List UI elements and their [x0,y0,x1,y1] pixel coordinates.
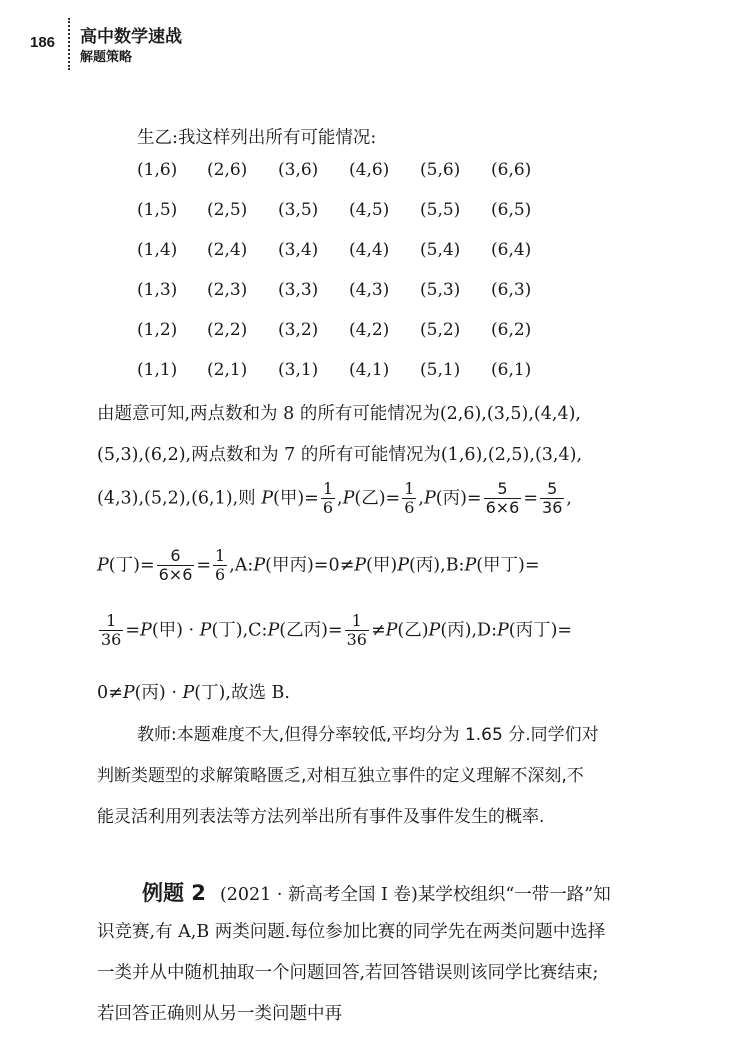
grid-cell: (2,4) [207,240,248,260]
prob-symbol: P [464,555,477,576]
grid-cell: (4,3) [349,280,390,300]
teacher-comment-line: 判断类题型的求解策略匮乏,对相互独立事件的定义理解不深刻,不 [97,766,584,786]
grid-cell: (1,5) [137,200,178,220]
prob-symbol: P [182,683,195,703]
event-ding: (丁) [108,555,140,576]
denominator: 36 [542,498,563,518]
fraction-five-over-six-times-six [484,480,522,518]
solution-line-1: 由题意可知,两点数和为 8 的所有可能情况为(2,6),(3,5),(4,4), [97,404,581,424]
denominator: 36 [101,630,122,650]
grid-cell: (3,3) [278,280,319,300]
grid-cell: (5,4) [420,240,461,260]
numerator: 1 [404,479,415,498]
event-yi: (乙) [397,620,429,641]
event-ding: (丁) [194,683,226,703]
grid-cell: (4,5) [349,200,390,220]
solution-line-2: (5,3),(6,2),两点数和为 7 的所有可能情况为(1,6),(2,5),(3,4), [97,445,583,465]
prob-symbol: P [267,620,280,641]
option-d-label: ,D: [471,620,497,641]
solution-line-3 [97,480,572,518]
header-divider [68,18,70,70]
grid-cell: (4,4) [349,240,390,260]
grid-cell: (6,5) [491,200,532,220]
event-ding: (丁) [211,620,243,641]
grid-cell: (6,4) [491,240,532,260]
fraction-one-sixth [402,480,416,518]
prob-symbol: P [397,555,409,576]
option-c-label: ,C: [242,620,268,641]
prob-symbol: P [428,620,441,641]
teacher-comment-line: 教师:本题难度不大,但得分率较低,平均分为 1.65 分.同学们对 [137,725,599,745]
fraction-six-over-six-times-six [157,547,195,585]
teacher-comment-line: 能灵活利用列表法等方法列举出所有事件及事件发生的概率. [97,807,545,827]
grid-cell: (1,1) [137,360,178,380]
not-equal-sign: ≠ [370,620,386,641]
equals-sign: = [327,620,343,641]
denominator: 6×6 [485,498,520,518]
denominator: 6 [322,498,334,518]
grid-cell: (1,4) [137,240,178,260]
numerator: 1 [215,546,226,565]
prob-symbol: P [199,620,212,641]
denominator: 6 [215,565,226,585]
event-jia: (甲) [273,488,305,509]
event-bing: (丙) [440,620,472,641]
numerator: 1 [351,611,362,630]
prob-symbol: P [261,488,273,509]
prob-symbol: P [253,555,266,576]
grid-cell: (5,1) [420,360,461,380]
grid-cell: (6,1) [491,360,532,380]
equals-sign: = [523,488,539,509]
prob-symbol: P [122,683,135,703]
grid-cell: (2,3) [207,280,248,300]
grid-cell: (3,6) [278,160,319,180]
numerator: 1 [322,479,334,498]
denominator: 36 [346,630,367,650]
denominator: 6×6 [158,565,193,585]
separator: , [566,488,572,509]
grid-cell: (6,2) [491,320,532,340]
grid-cell: (5,3) [420,280,461,300]
prob-symbol: P [140,620,152,641]
grid-cell: (3,1) [278,360,319,380]
numerator: 5 [497,479,508,498]
prob-symbol: P [496,620,509,641]
numerator: 6 [170,546,181,565]
example-2-line-2: 识竞赛,有 A,B 两类问题.每位参加比赛的同学先在两类问题中选择 [97,922,606,942]
event-jia-ding: (甲丁) [476,555,525,576]
example-2-line-4: 若回答正确则从另一类问题中再 [97,1004,342,1024]
example-text: (2021 · 新高考全国 Ⅰ 卷)某学校组织“一带一路”知 [219,885,611,905]
text-fragment: (4,3),(5,2),(6,1),则 [97,488,262,509]
fraction-five-thirty-sixths [540,480,564,518]
event-bing: (丙) [408,555,441,576]
grid-cell: (1,3) [137,280,178,300]
book-title: 高中数学速战 [80,27,182,47]
event-yi: (乙) [354,488,386,509]
prob-symbol: P [342,488,355,509]
prob-symbol: P [97,555,109,576]
grid-cell: (4,1) [349,360,390,380]
prob-symbol: P [423,488,436,509]
event-jia: (甲) [151,620,183,641]
grid-cell: (2,6) [207,160,248,180]
grid-cell: (2,5) [207,200,248,220]
equals-sign: = [557,620,573,641]
grid-cell: (5,6) [420,160,461,180]
grid-cell: (6,6) [491,160,532,180]
solution-line-6 [97,679,290,704]
equals-sign: = [466,488,482,509]
grid-cell: (1,2) [137,320,178,340]
equals-sign: = [524,555,540,576]
grid-cell: (3,4) [278,240,319,260]
grid-cell: (4,2) [349,320,390,340]
grid-cell: (1,6) [137,160,178,180]
grid-cell: (3,2) [278,320,319,340]
student-b-intro: 生乙:我这样列出所有可能情况: [137,128,377,148]
equals-sign: = [196,555,212,576]
option-b-label: ,B: [440,555,465,576]
equals-sign: = [385,488,401,509]
fraction-one-sixth [213,547,227,585]
event-bing: (丙) [134,683,166,703]
fraction-one-thirty-sixth [345,612,369,650]
text-fragment: 0≠ [97,683,123,703]
example-label: 例题 2 [142,881,206,905]
fraction-one-sixth [321,480,335,518]
solution-line-4 [97,547,540,585]
fraction-one-thirty-sixth [99,612,123,650]
dot-operator: · [165,683,183,703]
grid-cell: (5,5) [420,200,461,220]
grid-cell: (3,5) [278,200,319,220]
text-fragment: =0≠ [313,555,355,576]
option-a-label: ,A: [229,555,254,576]
numerator: 5 [547,479,558,498]
grid-cell: (2,1) [207,360,248,380]
grid-cell: (2,2) [207,320,248,340]
prob-symbol: P [354,555,367,576]
grid-cell: (6,3) [491,280,532,300]
book-subtitle: 解题策略 [80,50,133,65]
equals-sign: = [125,620,141,641]
event-yi-bing: (乙丙) [279,620,328,641]
example-2-line-3: 一类并从中随机抽取一个问题回答,若回答错误则该同学比赛结束; [97,963,599,983]
grid-cell: (4,6) [349,160,390,180]
event-jia-bing: (甲丙) [265,555,314,576]
grid-cell: (5,2) [420,320,461,340]
equals-sign: = [304,488,319,509]
example-2-line-1 [142,877,611,907]
denominator: 6 [404,498,415,518]
separator: , [418,488,424,509]
separator: , [337,488,343,509]
event-bing-ding: (丙丁) [508,620,558,641]
equals-sign: = [139,555,155,576]
solution-line-5 [97,612,572,650]
event-bing: (丙) [435,488,467,509]
prob-symbol: P [385,620,398,641]
numerator: 1 [106,611,117,630]
event-jia: (甲) [366,555,398,576]
page-number: 186 [30,34,56,51]
dot-operator: · [182,620,200,641]
conclusion: ,故选 B. [225,683,290,703]
